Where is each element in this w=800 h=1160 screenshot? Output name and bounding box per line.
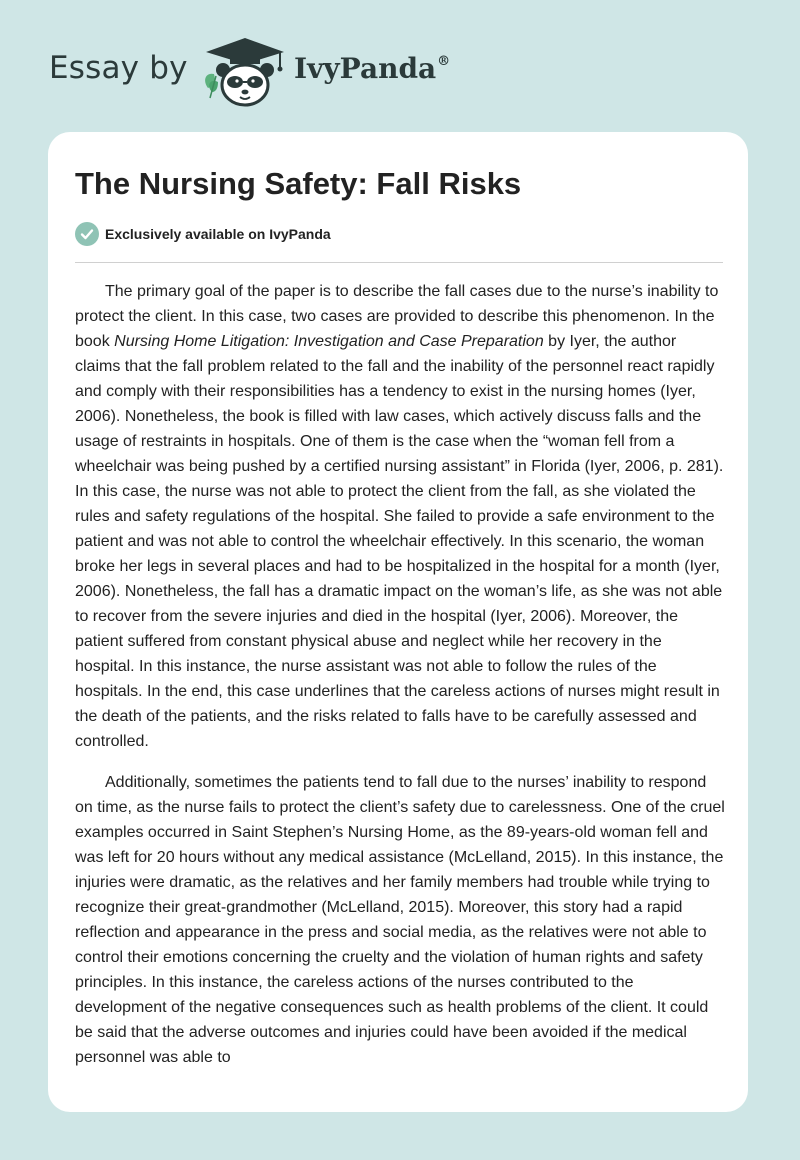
registered-mark: ® bbox=[437, 54, 451, 69]
title-divider bbox=[75, 262, 723, 263]
site-header bbox=[0, 0, 800, 130]
essay-card bbox=[48, 132, 748, 1112]
check-circle-icon bbox=[75, 222, 99, 246]
page-title: The Nursing Safety: Fall Risks bbox=[75, 166, 522, 201]
essay-body bbox=[75, 279, 725, 1086]
paragraph-1 bbox=[75, 279, 725, 754]
brand-text: IvyPanda bbox=[294, 52, 437, 85]
book-title: Nursing Home Litigation: Investigation and Case Preparation bbox=[114, 333, 544, 350]
essay-by-label: Essay by bbox=[49, 50, 188, 86]
exclusive-badge bbox=[75, 222, 331, 246]
paragraph-2: Additionally, sometimes the patients tend to fall due to the nurses’ inability to respond on time, as the nurse fails to protect the client’s safety due to carelessness. One of the cruel examples occurred in Saint Stephen’s Nursing Home, as the 89-years-old woman fell and was left for 20 hours without any medical assistance (McLelland, 2015). In this instance, the injuries were dramatic, as the relatives and her family members had trouble while trying to recognize their great-grandmother (McLelland, 2015). Moreover, this story had a rapid reflection and appearance in the press and social media, as the relatives were not able to control their emotions concerning the cruelty and the violation of human rights and safety principles. In this instance, the careless actions of the nurses contributed to the development of the negative consequences such as health problems of the client. It could be said that the adverse outcomes and injuries could have been avoided if the medical personnel was able to bbox=[75, 774, 725, 1066]
paragraph-1-intro: The primary goal of the paper is to describe the fall cases due to the nurse’s inability to protect the client. In this case, two cases are provided to describe this phenomenon. In the book bbox=[75, 283, 719, 350]
panda-graduate-logo-icon bbox=[200, 36, 290, 108]
paragraph-1-rest: by Iyer, the author claims that the fall problem related to the fall and the inability of the personnel react rapidly and comply with their responsibilities has a tendency to exist in the nursing homes (Iyer, 2006). Nonetheless, the book is filled with law cases, which actively discuss falls and the usage of restraints in hospitals. One of them is the case when the “woman fell from a wheelchair was being pushed by a certified nursing assistant” in Florida (Iyer, 2006, p. 281). In this case, the nurse was not able to protect the client from the fall, as she violated the rules and safety regulations of the hospital. She failed to provide a safe environment to the patient and was not able to control the wheelchair effectively. In this scenario, the woman broke her legs in several places and had to be hospitalized in the hospital for a month (Iyer, 2006). Nonetheless, the fall has a dramatic impact on the woman’s life, as she was not able to recover from the severe injuries and died in the hospital (Iyer, 2006). Moreover, the patient suffered from constant physical abuse and neglect while her recovery in the hospital. In this instance, the nurse assistant was not able to follow the rules of the hospitals. In the end, this case underlines that the careless actions of nurses might result in the death of the patients, and the risks related to falls have to be carefully assessed and controlled. bbox=[75, 333, 724, 750]
brand-name bbox=[294, 52, 450, 85]
exclusive-badge-label: Exclusively available on IvyPanda bbox=[105, 226, 331, 242]
